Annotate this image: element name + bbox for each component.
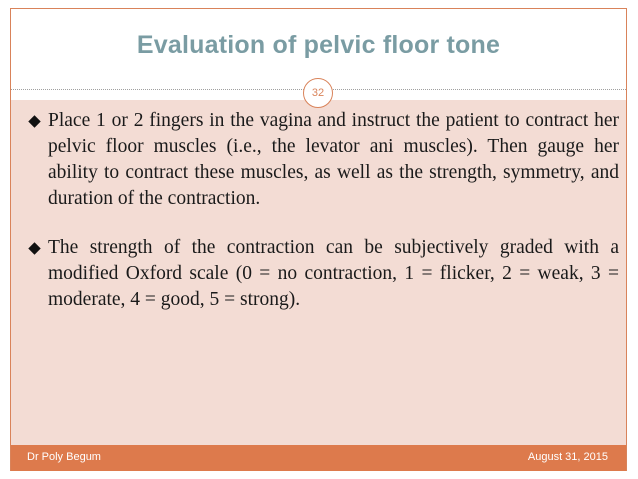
footer-bar [11,445,626,471]
diamond-bullet-icon [28,115,40,127]
footer-date: August 31, 2015 [527,451,608,463]
footer-author: Dr Poly Begum [27,451,101,463]
bullet-list [29,108,619,336]
slide-title: Evaluation of pelvic floor tone [136,31,501,59]
bullet-item [29,108,619,212]
diamond-bullet-icon [28,242,40,254]
bullet-item [29,235,619,313]
title-area [11,9,626,89]
page-number-badge: 32 [303,78,333,108]
bullet-text: Place 1 or 2 fingers in the vagina and instruct the patient to contract her pelvic floor muscles (i.e., the levator ani muscles). Then gauge her ability to contract these muscles, as well as the strength, symmetry, and duration of the contraction. [48,110,619,209]
bullet-text: The strength of the contraction can be subjectively graded with a modified Oxford scale (0 = no contraction, 1 = flicker, 2 = weak, 3 = moderate, 4 = good, 5 = strong). [48,237,619,310]
slide [10,8,627,471]
